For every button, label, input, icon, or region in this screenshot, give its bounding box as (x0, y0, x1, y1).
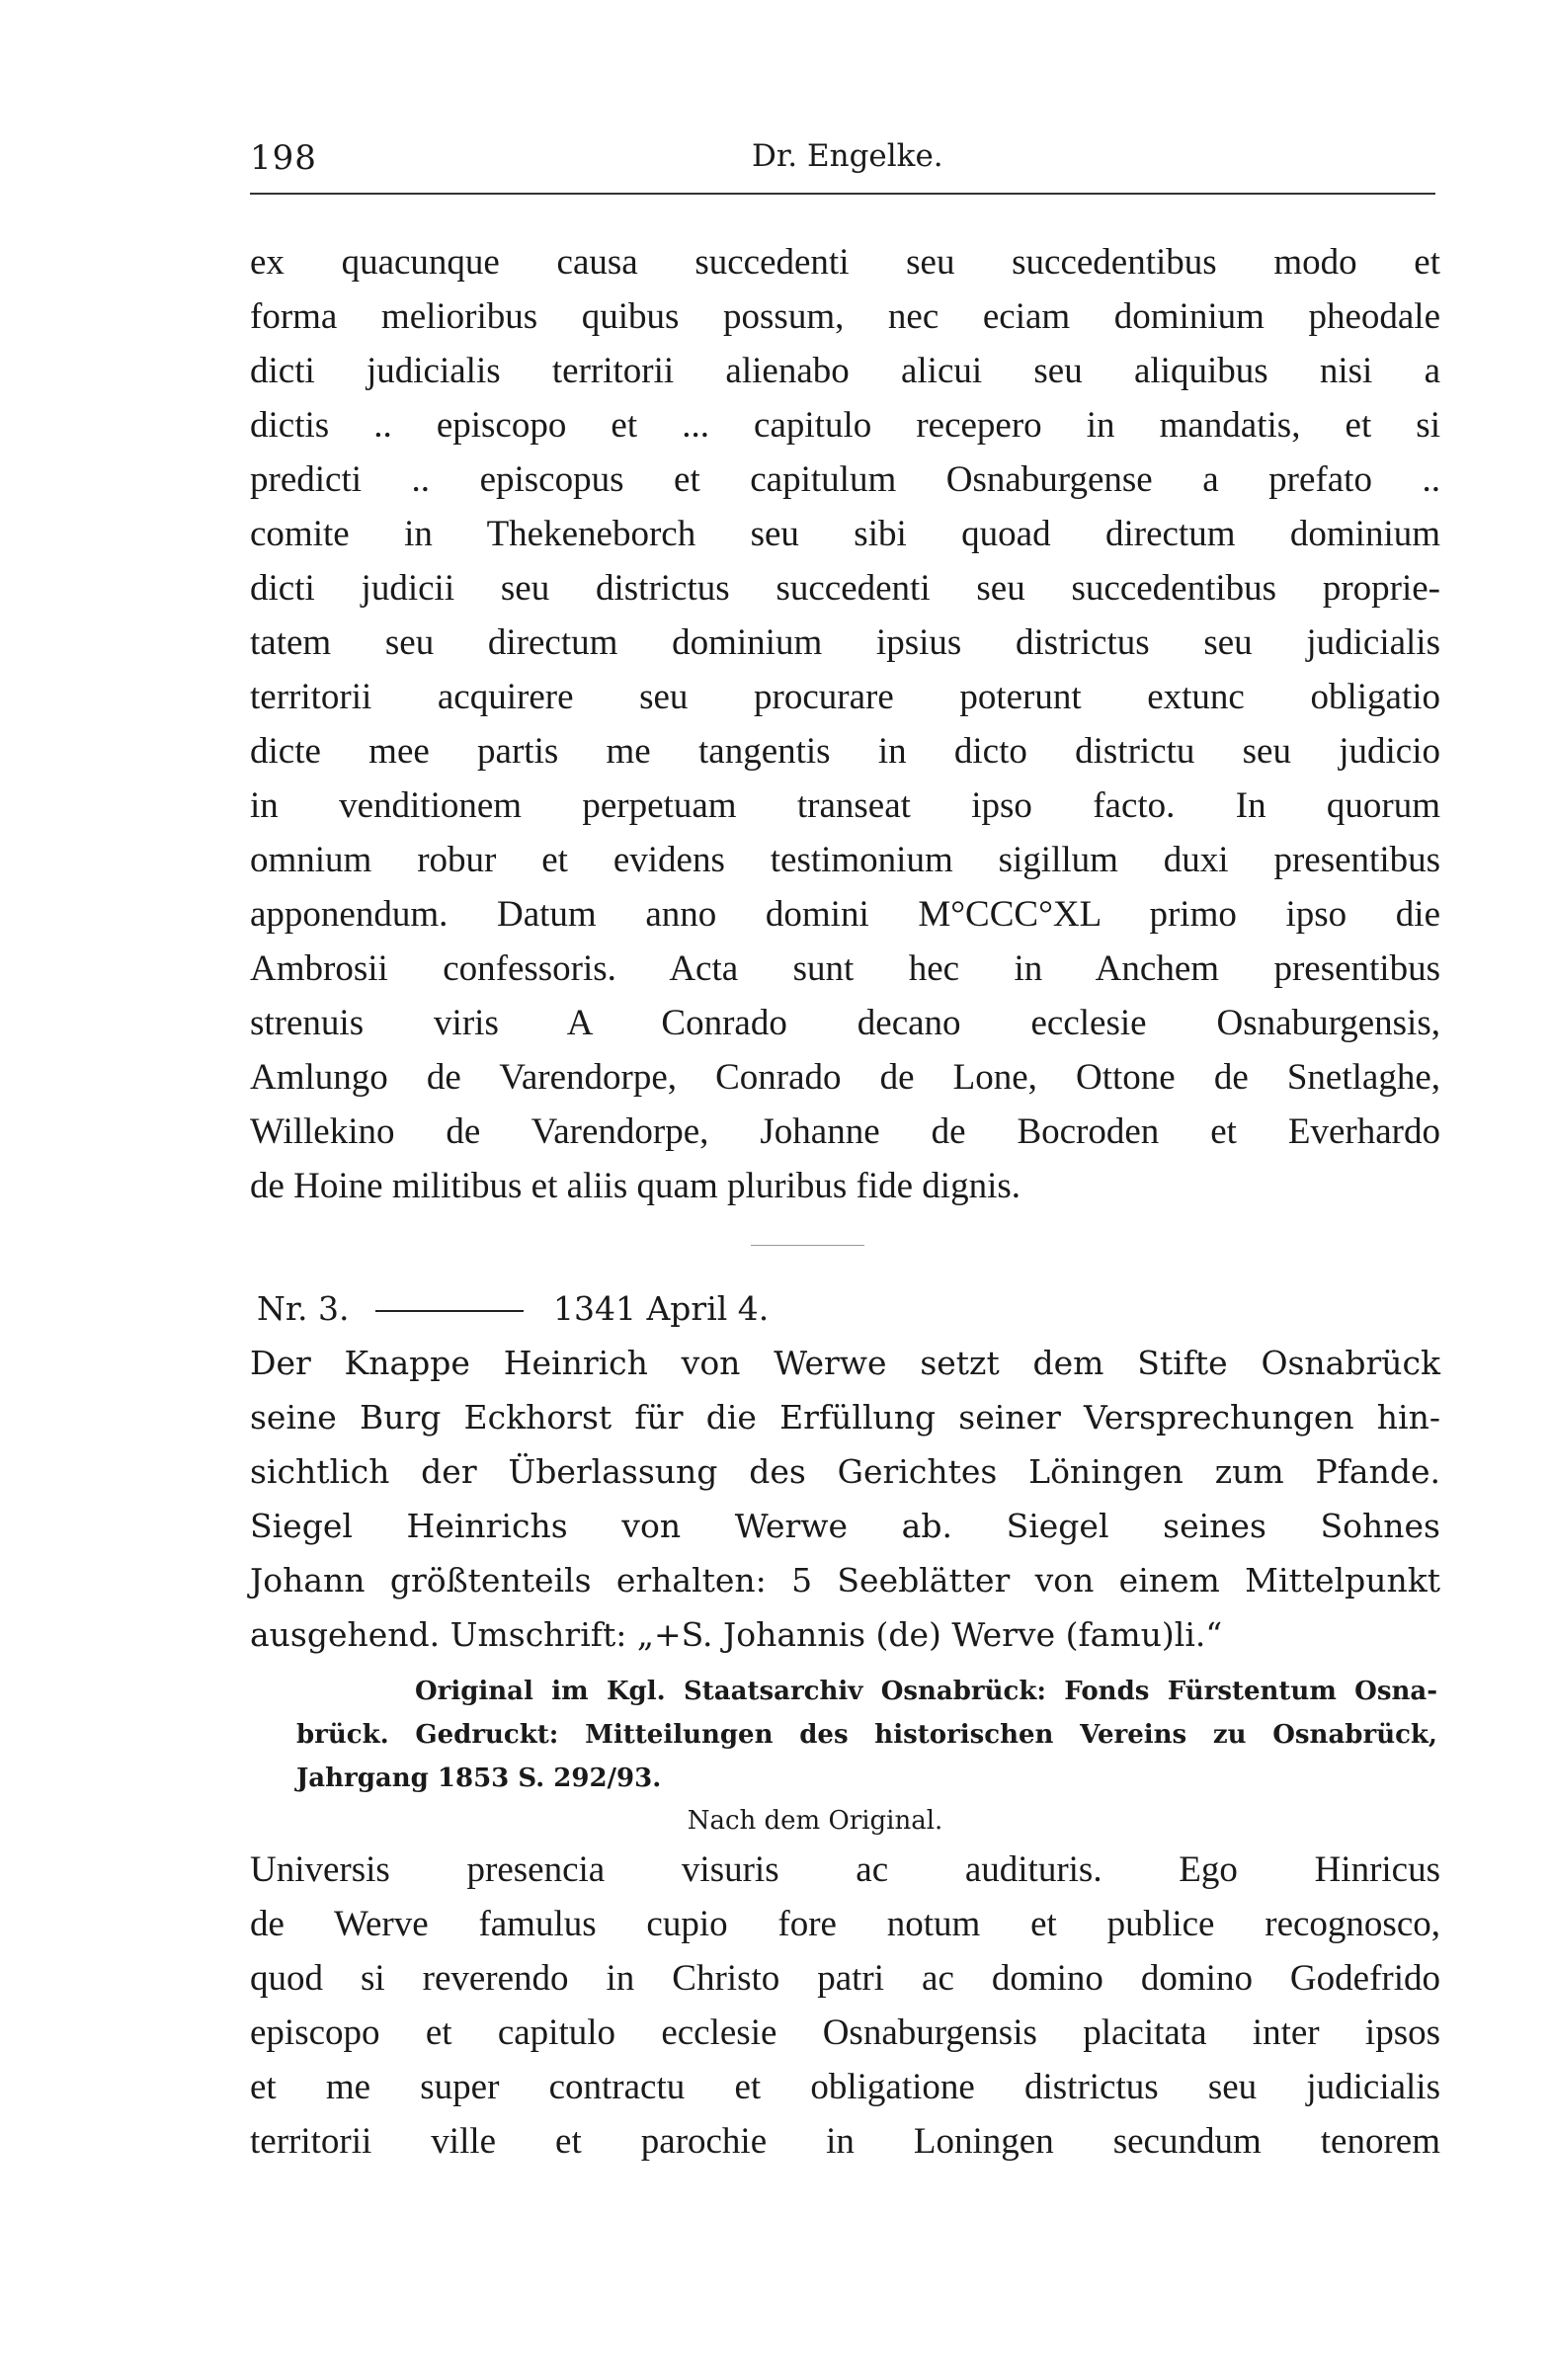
document-date: 1341 April 4. (553, 1289, 770, 1328)
text-line: strenuis viris A Conrado decano ecclesie Osnaburgensis, (250, 1003, 1440, 1043)
latin-paragraph (250, 235, 1440, 1213)
text-line: territorii acquirere seu procurare poterunt extunc obligatio (250, 677, 1440, 717)
source-line: Original im Kgl. Staatsarchiv Osnabrück: Fonds Fürstentum Osna- (415, 1677, 1437, 1706)
summary-line: seine Burg Eckhorst für die Erfüllung seiner Versprechungen hin- (250, 1398, 1440, 1436)
text-line: in venditionem perpetuam transeat ipso facto. In quorum (250, 785, 1440, 826)
text-line: predicti .. episcopus et capitulum Osnaburgense a prefato .. (250, 459, 1440, 500)
text-line: Universis presencia visuris ac audituris. Ego Hinricus (250, 1849, 1440, 1890)
text-line: Willekino de Varendorpe, Johanne de Bocroden et Everhardo (250, 1111, 1440, 1152)
heading-dash (375, 1310, 524, 1312)
summary-line: ausgehend. Umschrift: „+S. Johannis (de) Werve (famu)li.“ (250, 1615, 1223, 1654)
text-line: Amlungo de Varendorpe, Conrado de Lone, Ottone de Snetlaghe, (250, 1057, 1440, 1098)
summary-line: sichtlich der Überlassung des Gerichtes Löningen zum Pfande. (250, 1452, 1440, 1491)
page-header (250, 138, 1435, 198)
header-rule (250, 193, 1435, 195)
text-line: apponendum. Datum anno domini M°CCC°XL primo ipso die (250, 894, 1440, 935)
document-heading (257, 1289, 948, 1339)
charter-text (250, 1843, 1440, 2169)
source-line: brück. Gedruckt: Mitteilungen des historischen Vereins zu Osnabrück, (296, 1720, 1437, 1750)
text-line: dicti judicialis territorii alienabo alicui seu aliquibus nisi a (250, 351, 1440, 391)
text-line: territorii ville et parochie in Loningen secundum tenorem (250, 2121, 1440, 2162)
text-line: de Werve famulus cupio fore notum et publice recognosco, (250, 1904, 1440, 1944)
source-line: Jahrgang 1853 S. 292/93. (296, 1764, 662, 1793)
source-note: Nach dem Original. (687, 1806, 943, 1836)
text-line: ex quacunque causa succedenti seu succedentibus modo et (250, 242, 1440, 283)
text-line: comite in Thekeneborch seu sibi quoad directum dominium (250, 514, 1440, 554)
summary-line: Johann größtenteils erhalten: 5 Seeblätter von einem Mittelpunkt (250, 1561, 1440, 1600)
text-line: et me super contractu et obligatione districtus seu judicialis (250, 2067, 1440, 2107)
section-divider (751, 1245, 864, 1246)
text-line: omnium robur et evidens testimonium sigillum duxi presentibus (250, 840, 1440, 880)
document-summary (250, 1336, 1440, 1662)
page-number: 198 (250, 138, 317, 178)
document-number: Nr. 3. (257, 1289, 350, 1328)
summary-line: Der Knappe Heinrich von Werwe setzt dem Stifte Osnabrück (250, 1344, 1440, 1382)
summary-line: Siegel Heinrichs von Werwe ab. Siegel seines Sohnes (250, 1507, 1440, 1545)
running-head: Dr. Engelke. (752, 138, 943, 174)
text-line: de Hoine militibus et aliis quam pluribus fide dignis. (250, 1166, 1020, 1206)
text-line: dicte mee partis me tangentis in dicto districtu seu judicio (250, 731, 1440, 772)
text-line: Ambrosii confessoris. Acta sunt hec in Anchem presentibus (250, 948, 1440, 989)
text-line: dicti judicii seu districtus succedenti seu succedentibus proprie- (250, 568, 1440, 609)
text-line: forma melioribus quibus possum, nec eciam dominium pheodale (250, 296, 1440, 337)
source-citation (296, 1670, 1437, 1800)
text-line: dictis .. episcopo et ... capitulo recepero in mandatis, et si (250, 405, 1440, 446)
text-line: quod si reverendo in Christo patri ac domino domino Godefrido (250, 1958, 1440, 1999)
text-line: tatem seu directum dominium ipsius districtus seu judicialis (250, 622, 1440, 663)
text-line: episcopo et capitulo ecclesie Osnaburgensis placitata inter ipsos (250, 2012, 1440, 2053)
